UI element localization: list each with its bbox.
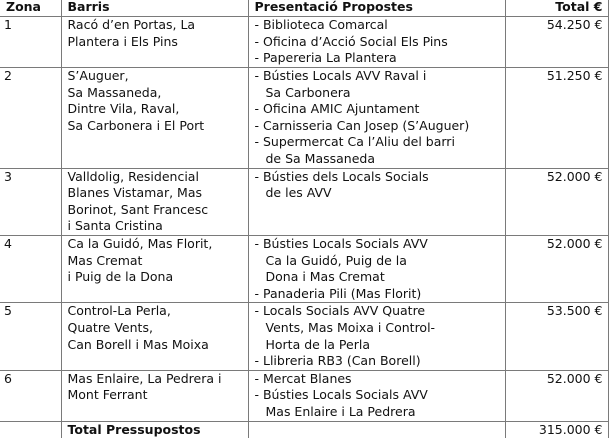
proposta-line: - Mercat Blanes bbox=[254, 370, 352, 386]
total-cell: 52.000 € bbox=[505, 168, 608, 235]
table-row bbox=[0, 370, 608, 421]
zona-cell: 1 bbox=[0, 17, 61, 68]
barris-cell bbox=[61, 370, 248, 421]
zona-cell: 3 bbox=[0, 168, 61, 235]
proposta-line: - Bústies dels Locals Socials bbox=[254, 168, 429, 184]
zona-cell: 4 bbox=[0, 235, 61, 302]
table-row bbox=[0, 168, 608, 235]
proposta-line: Ca la Guidó, Puig de la bbox=[265, 252, 407, 268]
barris-line: Mas Cremat bbox=[67, 252, 143, 268]
total-amount: 315.000 € bbox=[505, 421, 608, 438]
proposta-line: - Oficina d’Acció Social Els Pins bbox=[254, 33, 448, 49]
propostes-cell bbox=[248, 303, 505, 370]
proposta-line: - Bústies Locals Socials AVV bbox=[254, 387, 428, 403]
barris-line: Quatre Vents, bbox=[67, 319, 153, 335]
propostes-cell bbox=[248, 68, 505, 169]
proposta-line: - Locals Socials AVV Quatre bbox=[254, 303, 426, 319]
total-empty-cell bbox=[0, 421, 61, 438]
header-zona: Zona bbox=[0, 0, 61, 17]
barris-line: Racó d’en Portas, La bbox=[67, 17, 196, 32]
total-cell: 54.250 € bbox=[505, 17, 608, 68]
barris-line: Can Borell i Mas Moixa bbox=[67, 336, 209, 352]
barris-line: Mas Enlaire, La Pedrera i bbox=[67, 370, 222, 386]
barris-line: Sa Massaneda, bbox=[67, 84, 162, 100]
proposta-line: - Biblioteca Comarcal bbox=[254, 17, 388, 32]
propostes-cell bbox=[248, 235, 505, 302]
barris-line: Mont Ferrant bbox=[67, 387, 148, 403]
barris-line: Sa Carbonera i El Port bbox=[67, 117, 205, 133]
proposta-line: - Papereria La Plantera bbox=[254, 50, 397, 66]
header-total: Total € bbox=[505, 0, 608, 17]
total-cell: 53.500 € bbox=[505, 303, 608, 370]
barris-cell bbox=[61, 68, 248, 169]
proposta-line: Vents, Mas Moixa i Control- bbox=[265, 319, 436, 335]
proposta-line: - Supermercat Ca l’Aliu del barri bbox=[254, 134, 455, 150]
proposta-line: - Oficina AMIC Ajuntament bbox=[254, 101, 420, 117]
barris-line: Dintre Vila, Raval, bbox=[67, 101, 180, 117]
barris-line: Control-La Perla, bbox=[67, 303, 171, 319]
barris-line: Borinot, Sant Francesc bbox=[67, 201, 209, 217]
zona-cell: 2 bbox=[0, 68, 61, 169]
zona-cell: 6 bbox=[0, 370, 61, 421]
barris-line: Plantera i Els Pins bbox=[67, 33, 178, 49]
barris-line: S’Auguer, bbox=[67, 68, 129, 83]
barris-cell bbox=[61, 168, 248, 235]
barris-line: Blanes Vistamar, Mas bbox=[67, 185, 203, 201]
barris-line: i Puig de la Dona bbox=[67, 269, 174, 285]
barris-cell bbox=[61, 17, 248, 68]
barris-line: i Santa Cristina bbox=[67, 218, 163, 234]
header-propostes: Presentació Propostes bbox=[248, 0, 505, 17]
table-row bbox=[0, 235, 608, 302]
total-cell: 52.000 € bbox=[505, 235, 608, 302]
proposta-line: Sa Carbonera bbox=[265, 84, 351, 100]
proposta-line: - Bústies Locals Socials AVV bbox=[254, 235, 428, 251]
header-barris: Barris bbox=[61, 0, 248, 17]
barris-line: Ca la Guidó, Mas Florit, bbox=[67, 235, 213, 251]
table-row bbox=[0, 68, 608, 169]
proposta-line: - Llibreria RB3 (Can Borell) bbox=[254, 353, 421, 369]
proposta-line: Mas Enlaire i La Pedrera bbox=[265, 403, 416, 419]
proposta-line: - Panaderia Pili (Mas Florit) bbox=[254, 285, 422, 301]
total-label: Total Pressupostos bbox=[61, 421, 248, 438]
proposta-line: - Bústies Locals AVV Raval i bbox=[254, 68, 427, 83]
header-row bbox=[0, 0, 608, 17]
table-row bbox=[0, 303, 608, 370]
propostes-cell bbox=[248, 370, 505, 421]
total-empty-cell bbox=[248, 421, 505, 438]
proposta-line: Horta de la Perla bbox=[265, 336, 370, 352]
table-row bbox=[0, 17, 608, 68]
total-row bbox=[0, 421, 608, 438]
barris-cell bbox=[61, 303, 248, 370]
proposta-line: de les AVV bbox=[265, 185, 332, 201]
proposta-line: Dona i Mas Cremat bbox=[265, 269, 385, 285]
proposta-line: - Carnisseria Can Josep (S’Auguer) bbox=[254, 117, 470, 133]
propostes-cell bbox=[248, 168, 505, 235]
total-cell: 52.000 € bbox=[505, 370, 608, 421]
total-cell: 51.250 € bbox=[505, 68, 608, 169]
zona-cell: 5 bbox=[0, 303, 61, 370]
table-body bbox=[0, 17, 608, 422]
propostes-cell bbox=[248, 17, 505, 68]
barris-line: Valldolig, Residencial bbox=[67, 168, 199, 184]
barris-cell bbox=[61, 235, 248, 302]
proposta-line: de Sa Massaneda bbox=[265, 150, 376, 166]
